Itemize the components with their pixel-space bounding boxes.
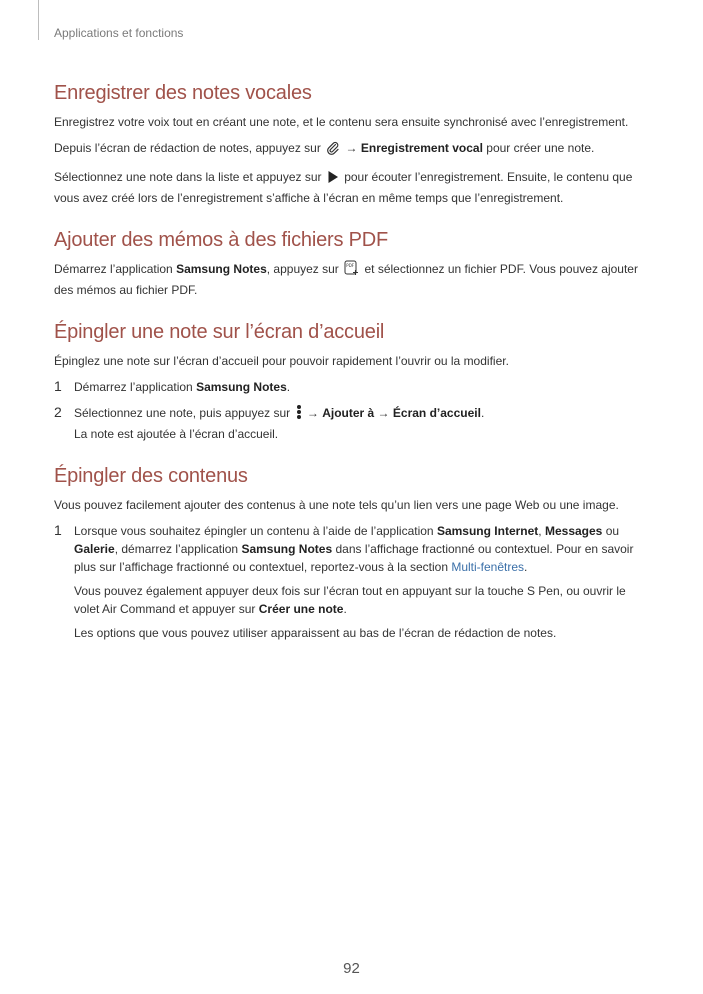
section-voice-notes — [54, 82, 654, 207]
paperclip-icon — [326, 141, 340, 160]
paragraph: Enregistrez votre voix tout en créant une note, et le contenu sera ensuite synchronisé avec l’enregistrement. — [54, 115, 629, 129]
step-number: 2 — [54, 404, 62, 420]
step-1: 1 Lorsque vous souhaitez épingler un contenu à l’aide de l’application Samsung Internet, Messages ou Galerie, démarrez l’application Samsung Notes dans l’affichage fractionné ou contextuel. Pour en savoir plus sur l’affichage fractionné ou contextuel, reportez-vous à la section Multi-fenêtres. Vous pouvez également appuyer deux fois sur l’écran tout en appuyant sur la touche S Pen, ou ouvrir le volet Air Command et appuyer sur Créer une note. Les options que vous pouvez utiliser apparaissent au bas de l’écran de rédaction de notes. — [54, 522, 634, 640]
step-result: La note est ajoutée à l’écran d’accueil. — [74, 427, 279, 441]
header-rule — [38, 0, 39, 40]
svg-text:PDF: PDF — [346, 263, 355, 268]
section-title: Épingler une note sur l’écran d’accueil — [54, 321, 385, 343]
paragraph: Depuis l’écran de rédaction de notes, appuyez sur → Enregistrement vocal pour créer une note. — [54, 139, 654, 160]
paragraph: Vous pouvez facilement ajouter des contenus à une note tels qu’un lien vers une page Web ou une image. — [54, 498, 619, 512]
page-content — [54, 82, 654, 664]
section-pdf-memos — [54, 229, 654, 299]
step-2: 2 Sélectionnez une note, puis appuyez sur → Ajouter à → Écran d’accueil. La note est ajoutée à l’écran d’accueil. — [54, 404, 485, 441]
step-number: 1 — [54, 522, 62, 538]
section-title: Enregistrer des notes vocales — [54, 82, 312, 104]
more-options-icon — [296, 404, 302, 425]
step-1: 1 Démarrez l’application Samsung Notes. — [54, 378, 291, 394]
page-number: 92 — [343, 960, 360, 977]
section-title: Épingler des contenus — [54, 465, 248, 487]
section-pin-note — [54, 321, 654, 443]
paragraph: Sélectionnez une note dans la liste et appuyez sur pour écouter l’enregistrement. Ensuite, le contenu que vous avez créé lors de l’enregistrement s’affiche à l’écran en même temps que l’enregistrement. — [54, 170, 633, 205]
play-icon — [327, 170, 339, 189]
multi-window-link[interactable]: Multi-fenêtres — [451, 560, 525, 574]
paragraph: Démarrez l’application Samsung Notes, appuyez sur PDF et sélectionnez un fichier PDF. Vous pouvez ajouter des mémos au fichier PDF. — [54, 262, 638, 297]
step-number: 1 — [54, 378, 62, 394]
paragraph: Épinglez une note sur l’écran d’accueil pour pouvoir rapidement l’ouvrir ou la modifier. — [54, 354, 509, 368]
section-pin-content — [54, 465, 654, 642]
section-title: Ajouter des mémos à des fichiers PDF — [54, 229, 389, 251]
running-header: Applications et fonctions — [54, 26, 184, 40]
pdf-add-icon — [344, 260, 359, 281]
